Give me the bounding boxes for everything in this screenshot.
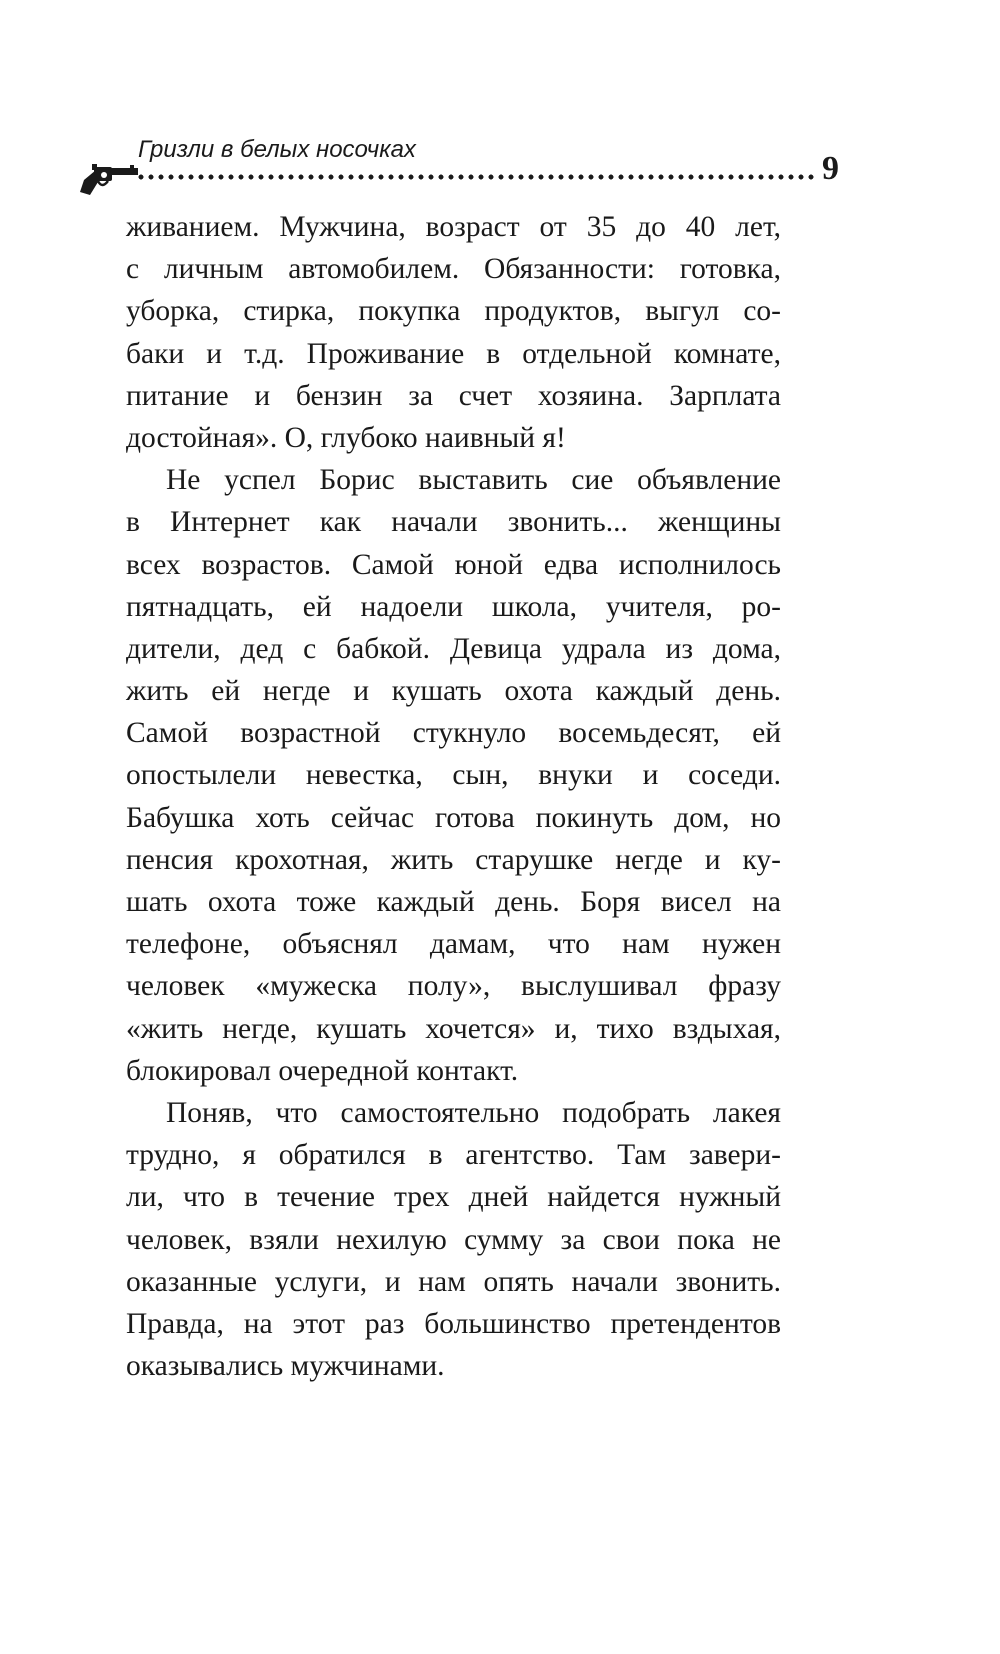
page-number: 9: [822, 150, 839, 187]
text-line: трудно, я обратился в агентство. Там завери-: [126, 1139, 781, 1172]
text-line: Бабушка хоть сейчас готова покинуть дом, но: [126, 801, 781, 834]
text-line: оказывались мужчинами.: [126, 1350, 445, 1383]
text-line: живанием. Мужчина, возраст от 35 до 40 лет,: [126, 211, 781, 243]
text-line: Не успел Борис выставить сие объявление: [166, 464, 781, 497]
text-line: Поняв, что самостоятельно подобрать лакея: [166, 1096, 781, 1129]
body-text: [126, 206, 781, 1387]
text-line: человек «мужеска полу», выслушивал фразу: [126, 970, 781, 1003]
text-line: питание и бензин за счет хозяина. Зарплата: [126, 379, 781, 412]
text-line: оказанные услуги, и нам опять начали звонить.: [126, 1265, 781, 1298]
text-line: всех возрастов. Самой юной едва исполнилось: [126, 548, 781, 581]
text-line: жить ей негде и кушать охота каждый день.: [126, 675, 781, 708]
text-line: пенсия крохотная, жить старушке негде и ку-: [126, 843, 781, 876]
revolver-icon: [80, 162, 138, 196]
text-line: пятнадцать, ей надоели школа, учителя, ро-: [126, 590, 781, 623]
text-line: дители, дед с бабкой. Девица удрала из дома,: [126, 632, 781, 665]
text-line: в Интернет как начали звонить... женщины: [126, 506, 781, 539]
text-line: Самой возрастной стукнуло восемьдесят, ей: [126, 717, 781, 750]
text-line: достойная». О, глубоко наивный я!: [126, 421, 566, 454]
text-line: блокировал очередной контакт.: [126, 1054, 519, 1087]
text-line: ли, что в течение трех дней найдется нужный: [126, 1181, 781, 1214]
text-line: человек, взяли нехилую сумму за свои пока не: [126, 1223, 781, 1256]
paragraph-3: [126, 1092, 781, 1387]
header-dot-leader: [136, 172, 816, 182]
paragraph-1: [126, 206, 781, 459]
running-header: [80, 136, 840, 206]
paragraph-2: [126, 459, 781, 1092]
text-line: баки и т.д. Проживание в отдельной комнате,: [126, 337, 781, 370]
text-line: телефоне, объяснял дамам, что нам нужен: [126, 928, 781, 961]
text-line: «жить негде, кушать хочется» и, тихо вздыхая,: [126, 1012, 781, 1045]
text-line: Правда, на этот раз большинство претендентов: [126, 1307, 781, 1340]
text-line: шать охота тоже каждый день. Боря висел на: [126, 886, 781, 918]
text-line: с личным автомобилем. Обязанности: готовка,: [126, 253, 781, 286]
text-line: уборка, стирка, покупка продуктов, выгул со-: [126, 295, 781, 328]
text-line: опостылели невестка, сын, внуки и соседи.: [126, 759, 781, 792]
book-title: Гризли в белых носочках: [138, 136, 416, 163]
